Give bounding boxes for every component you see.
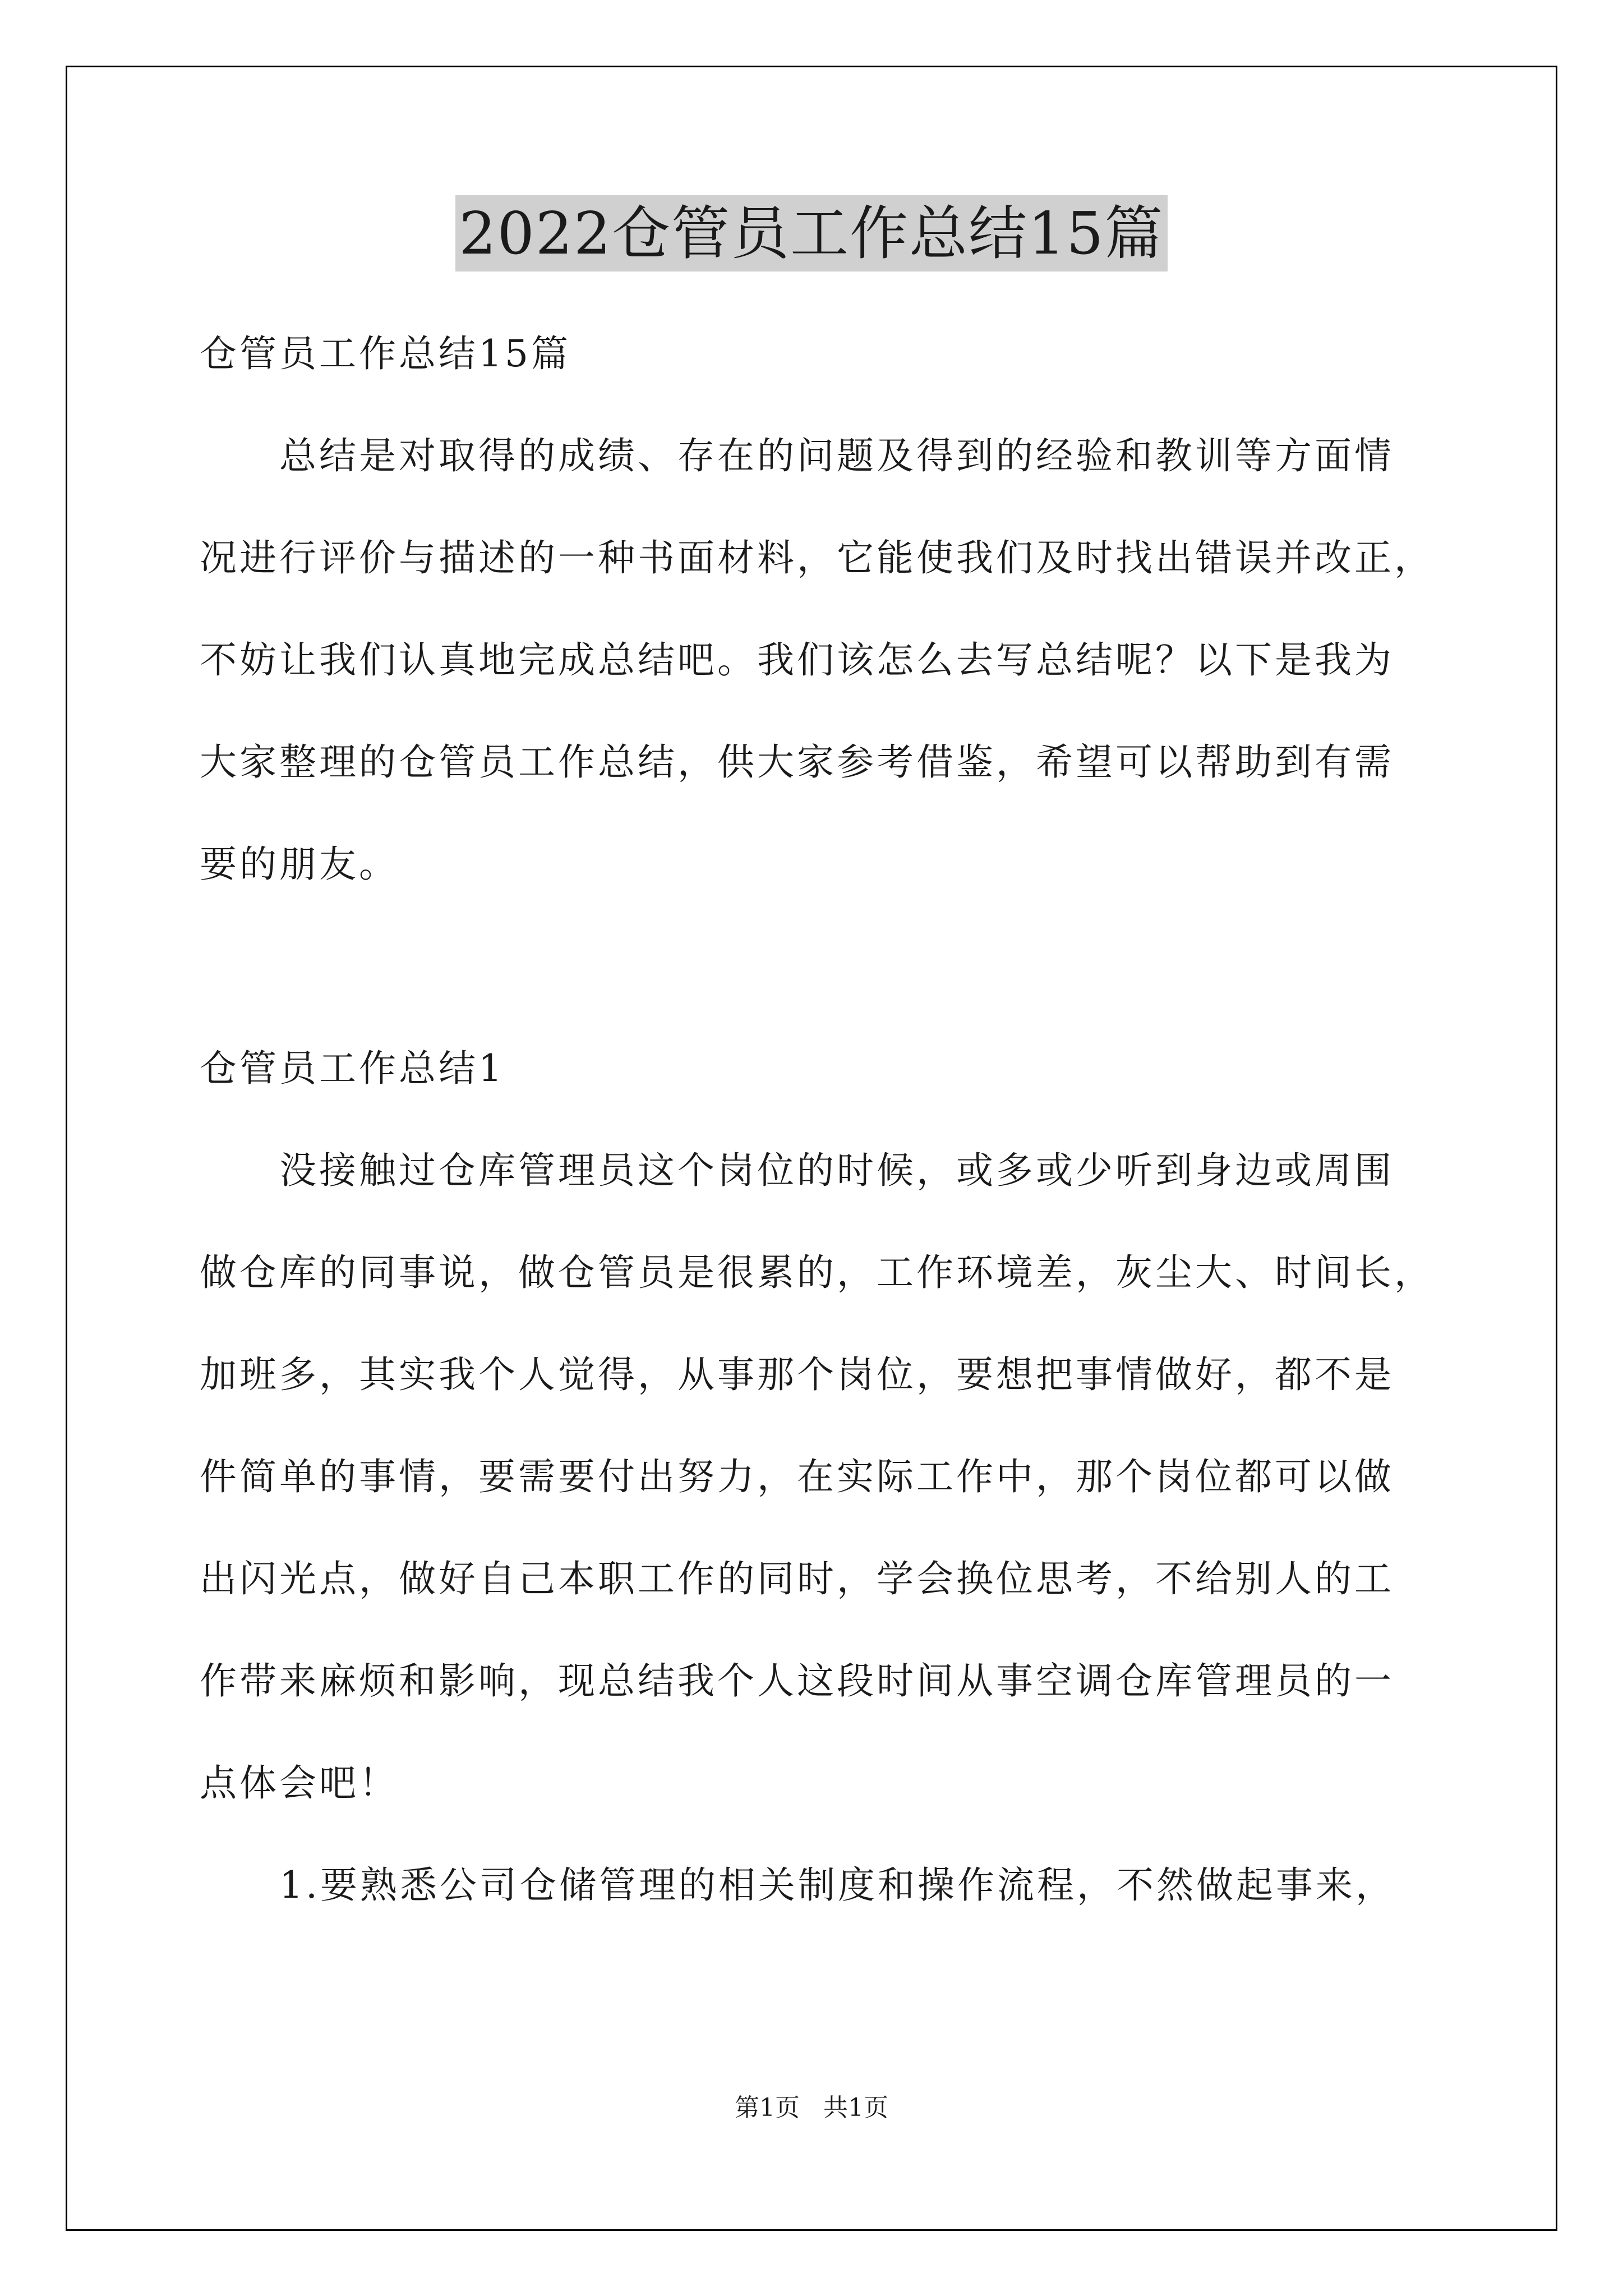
document-body [200,303,1439,1936]
page-footer: 第1页 共1页 [735,2093,888,2122]
section-line: 出闪光点，做好自己本职工作的同时，学会换位思考，不给别人的工 [200,1557,1394,1600]
section-line: 件简单的事情，要需要付出努力，在实际工作中，那个岗位都可以做 [200,1455,1394,1498]
intro-line: 不妨让我们认真地完成总结吧。我们该怎么去写总结呢？以下是我为 [200,638,1394,682]
numbered-point: 1.要熟悉公司仓储管理的相关制度和操作流程，不然做起事来， [279,1864,1395,1907]
blank-line [200,915,1439,1018]
intro-line: 大家整理的仓管员工作总结，供大家参考借鉴，希望可以帮助到有需 [200,740,1394,784]
section-line: 作带来麻烦和影响，现总结我个人这段时间从事空调仓库管理员的一 [200,1659,1394,1703]
intro-line: 要的朋友。 [200,843,399,886]
section-heading: 仓管员工作总结1 [200,1047,505,1090]
section-line: 点体会吧！ [200,1761,399,1805]
intro-line: 况进行评价与描述的一种书面材料，它能使我们及时找出错误并改正， [200,536,1434,579]
document-title [0,195,1623,272]
document-subtitle: 仓管员工作总结15篇 [200,332,571,375]
document-title-text: 2022仓管员工作总结15篇 [455,195,1167,272]
intro-line: 总结是对取得的成绩、存在的问题及得到的经验和教训等方面情 [279,434,1394,477]
section-line: 加班多，其实我个人觉得，从事那个岗位，要想把事情做好，都不是 [200,1353,1394,1396]
section-line: 做仓库的同事说，做仓管员是很累的，工作环境差，灰尘大、时间长， [200,1251,1434,1294]
section-line: 没接触过仓库管理员这个岗位的时候，或多或少听到身边或周围 [279,1149,1394,1192]
